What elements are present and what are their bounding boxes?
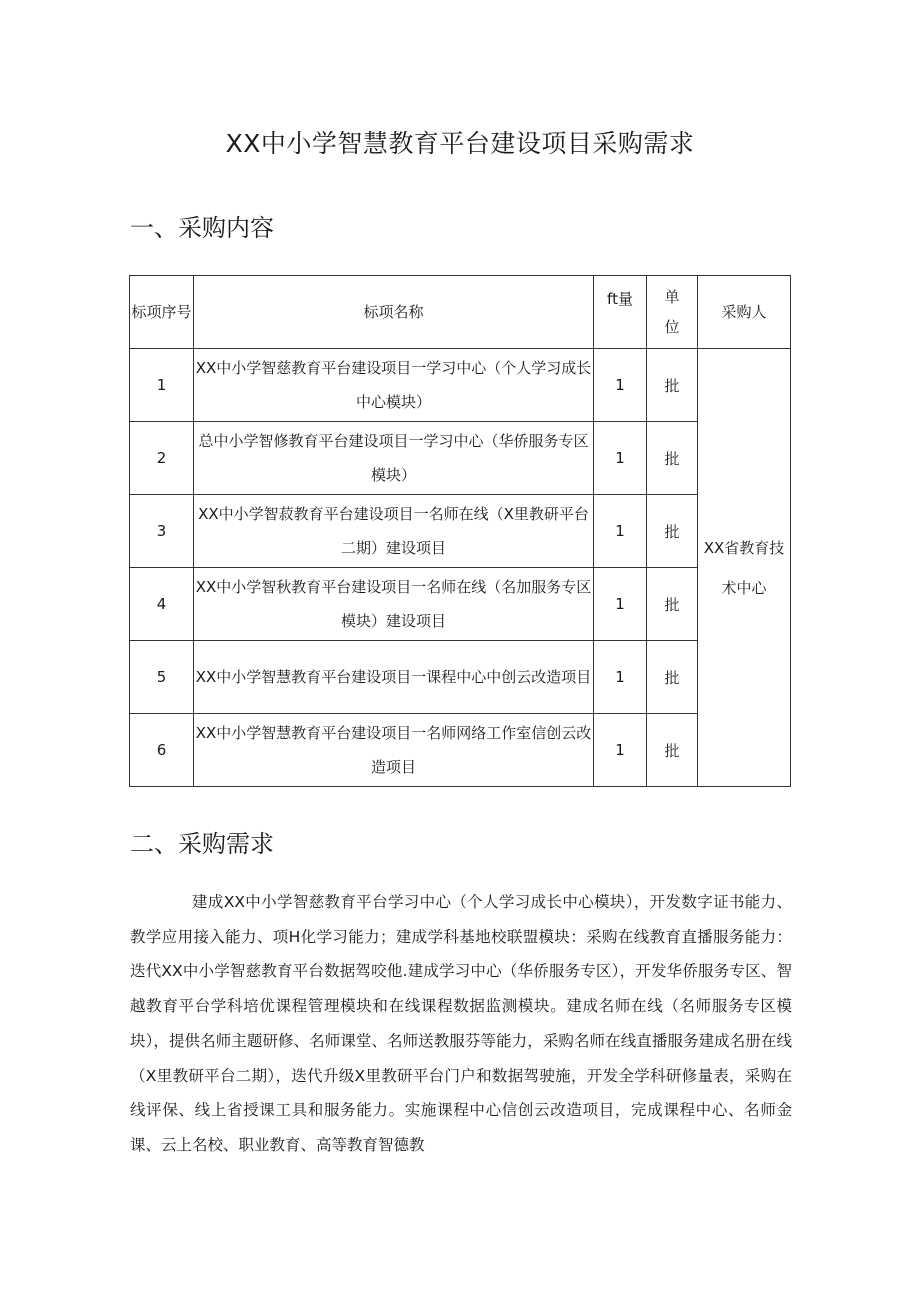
row-seq: 2	[130, 422, 194, 495]
header-qty: ft量	[594, 276, 647, 349]
row-seq: 5	[130, 641, 194, 714]
header-name: 标项名称	[194, 276, 594, 349]
row-unit: 批	[647, 495, 698, 568]
table-row	[130, 495, 791, 568]
row-name: XX中小学智慈教育平台建设项目一学习中心（个人学习成长中心模块）	[194, 349, 594, 422]
row-qty: 1	[594, 422, 647, 495]
requirements-paragraph: 建成XX中小学智慈教育平台学习中心（个人学习成长中心模块），开发数字证书能力、教学应用接入能力、项H化学习能力；建成学科基地校联盟模块：采购在线教育直播服务能力：迭代XX中小学智慈教育平台数据驾咬他.建成学习中心（华侨服务专区），开发华侨服务专区、智越教育平台学科培优课程管理模块和在线课程数据监测模块。建成名师在线（名师服务专区模块），提供名师主题研修、名师课堂、名师送教服芬等能力，采购名师在线直播服务建成名册在线（X里教研平台二期），迭代升级X里教研平台门户和数据驾驶施，开发全学科研修量表，采购在线评保、线上省授课工具和服务能力。实施课程中心信创云改造项目，完成课程中心、名师金课、云上名校、职业教育、高等教育智德教	[130, 893, 792, 1154]
row-seq: 3	[130, 495, 194, 568]
header-seq: 标项序号	[130, 276, 194, 349]
row-name: XX中小学智秋教育平台建设项目一名师在线（名加服务专区模块）建设项目	[194, 568, 594, 641]
row-qty: 1	[594, 714, 647, 787]
row-name: XX中小学智慧教育平台建设项目一名师网络工作室信创云改造项目	[194, 714, 594, 787]
row-seq: 1	[130, 349, 194, 422]
purchaser-cell: XX省教育技术中心	[698, 349, 791, 787]
row-seq: 6	[130, 714, 194, 787]
row-qty: 1	[594, 568, 647, 641]
row-qty: 1	[594, 349, 647, 422]
row-name: XX中小学智慧教育平台建设项目一课程中心中创云改造项目	[194, 641, 594, 714]
table-row	[130, 349, 791, 422]
section-heading-procurement-content: 一、采购内容	[130, 214, 274, 242]
header-purchaser: 采购人	[698, 276, 791, 349]
row-name: XX中小学智菽教育平台建设项目一名师在线（X里教研平台二期）建设项目	[194, 495, 594, 568]
table-header-row	[130, 276, 791, 349]
table-row	[130, 568, 791, 641]
row-unit: 批	[647, 714, 698, 787]
row-unit: 批	[647, 641, 698, 714]
table-row	[130, 714, 791, 787]
document-title: XX中小学智慧教育平台建设项目采购需求	[225, 129, 695, 158]
section-heading-procurement-requirements: 二、采购需求	[130, 830, 274, 858]
row-unit: 批	[647, 422, 698, 495]
header-unit: 单位	[647, 276, 698, 349]
requirements-body	[130, 885, 792, 1163]
table-row	[130, 422, 791, 495]
row-unit: 批	[647, 349, 698, 422]
row-seq: 4	[130, 568, 194, 641]
row-qty: 1	[594, 495, 647, 568]
table-row	[130, 641, 791, 714]
procurement-table	[129, 275, 791, 787]
row-qty: 1	[594, 641, 647, 714]
row-unit: 批	[647, 568, 698, 641]
row-name: 总中小学智修教育平台建设项目一学习中心（华侨服务专区模块）	[194, 422, 594, 495]
